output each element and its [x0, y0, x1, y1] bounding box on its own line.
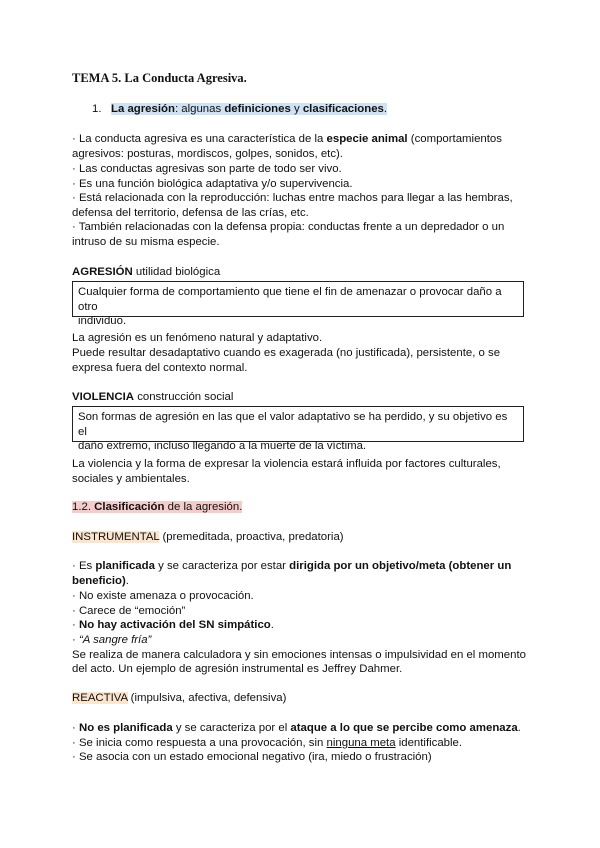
- bullet-line: · Carece de “emoción”: [72, 605, 186, 617]
- box-line: daño extremo, incluso llegando a la muerte de la víctima.: [78, 440, 367, 452]
- intro-line: · También relacionadas con la defensa propia: conductas frente a un depredador o un: [72, 221, 505, 233]
- bullet-line: [72, 559, 511, 574]
- text: · La conducta agresiva es una característica de la: [72, 133, 327, 145]
- text: (comportamientos: [407, 133, 502, 145]
- reactiva-heading: [72, 691, 286, 706]
- intro-line: · Las conductas agresivas son parte de todo ser vivo.: [72, 163, 342, 175]
- text: ·: [72, 634, 79, 646]
- paragraph-line: del acto. Un ejemplo de agresión instrumental es Jeffrey Dahmer.: [72, 663, 403, 675]
- text: .: [125, 575, 129, 587]
- intro-line: [72, 132, 502, 147]
- bold-text: VIOLENCIA: [72, 391, 135, 403]
- bold-text: especie animal: [326, 133, 408, 145]
- bold-text: No es planificada: [78, 722, 173, 734]
- heading-text: .: [383, 103, 388, 115]
- box-line: individuo.: [78, 315, 127, 327]
- text: .: [270, 619, 274, 631]
- agresion-heading: [72, 265, 220, 280]
- definition-box-violencia: [72, 406, 524, 452]
- bold-text: AGRESIÓN: [72, 266, 133, 278]
- violencia-heading: [72, 390, 233, 405]
- box-line: Son formas de agresión en las que el valor adaptativo se ha perdido, y su objetivo es el: [78, 411, 508, 438]
- heading-highlight: [111, 103, 387, 115]
- text: (premeditada, proactiva, predatoria): [159, 531, 344, 543]
- text: utilidad biológica: [132, 266, 221, 278]
- text: · Se inicia como respuesta a una provocación, sin: [72, 737, 327, 749]
- text: · Es: [72, 560, 96, 572]
- bullet-line: · Se asocia con un estado emocional negativo (ira, miedo o frustración): [72, 751, 432, 763]
- box-line: Cualquier forma de comportamiento que tiene el fin de amenazar o provocar daño a otro: [78, 286, 502, 313]
- bullet-line: [72, 574, 129, 589]
- underlined-text: ninguna meta: [326, 737, 396, 749]
- heading-number: 1.: [92, 103, 102, 115]
- intro-line: intruso de su misma especie.: [72, 236, 220, 248]
- bullet-line: [72, 721, 521, 736]
- bold-text: No hay activación del SN simpático: [78, 619, 271, 631]
- text: y se caracteriza por el: [172, 722, 291, 734]
- bullet-line: [72, 618, 274, 633]
- section-heading-1: [92, 102, 387, 117]
- heading-highlight: [72, 501, 242, 513]
- heading-text: y: [290, 103, 303, 115]
- bullet-line: [72, 736, 462, 751]
- text: ·: [72, 722, 79, 734]
- intro-line: defensa del territorio, defensa de las crías, etc.: [72, 207, 309, 219]
- instrumental-heading: [72, 530, 344, 545]
- heading-bold: Clasificación: [94, 501, 165, 513]
- heading-bold: definiciones: [224, 103, 291, 115]
- definition-box-agresion: [72, 281, 524, 327]
- text: y se caracteriza por estar: [154, 560, 290, 572]
- intro-line: agresivos: posturas, mordiscos, golpes, sonidos, etc).: [72, 148, 343, 160]
- document-title: TEMA 5. La Conducta Agresiva.: [72, 71, 247, 85]
- heading-bold: clasificaciones: [302, 103, 384, 115]
- heading-text: : algunas: [174, 103, 225, 115]
- bullet-line: [72, 633, 151, 648]
- paragraph-line: La violencia y la forma de expresar la violencia estará influida por factores culturales,: [72, 458, 501, 470]
- section-heading-1-2: [72, 500, 242, 515]
- paragraph-line: La agresión es un fenómeno natural y adaptativo.: [72, 332, 323, 344]
- text: identificable.: [395, 737, 463, 749]
- bullet-line: · No existe amenaza o provocación.: [72, 590, 254, 602]
- bold-text: beneficio): [72, 575, 126, 587]
- heading-number: 1.2.: [72, 501, 95, 513]
- category-label: REACTIVA: [72, 692, 128, 704]
- paragraph-line: expresa fuera del contexto normal.: [72, 362, 248, 374]
- heading-text: de la agresión.: [164, 501, 243, 513]
- text: construcción social: [134, 391, 234, 403]
- intro-line: · Está relacionada con la reproducción: luchas entre machos para llegar a las hembras,: [72, 192, 513, 204]
- paragraph-line: Se realiza de manera calculadora y sin emociones intensas o impulsividad en el momento: [72, 649, 526, 661]
- bold-text: dirigida por un objetivo/meta (obtener un: [289, 560, 512, 572]
- category-label: INSTRUMENTAL: [72, 531, 160, 543]
- text: ·: [72, 619, 79, 631]
- bold-text: ataque a lo que se percibe como amenaza: [290, 722, 518, 734]
- bold-text: planificada: [95, 560, 155, 572]
- text: (impulsiva, afectiva, defensiva): [127, 692, 287, 704]
- paragraph-line: Puede resultar desadaptativo cuando es exagerada (no justificada), persistente, o se: [72, 347, 501, 359]
- italic-text: “A sangre fría”: [78, 634, 152, 646]
- text: .: [517, 722, 521, 734]
- intro-line: · Es una función biológica adaptativa y/o supervivencia.: [72, 178, 353, 190]
- paragraph-line: sociales y ambientales.: [72, 473, 190, 485]
- heading-bold: La agresión: [111, 103, 175, 115]
